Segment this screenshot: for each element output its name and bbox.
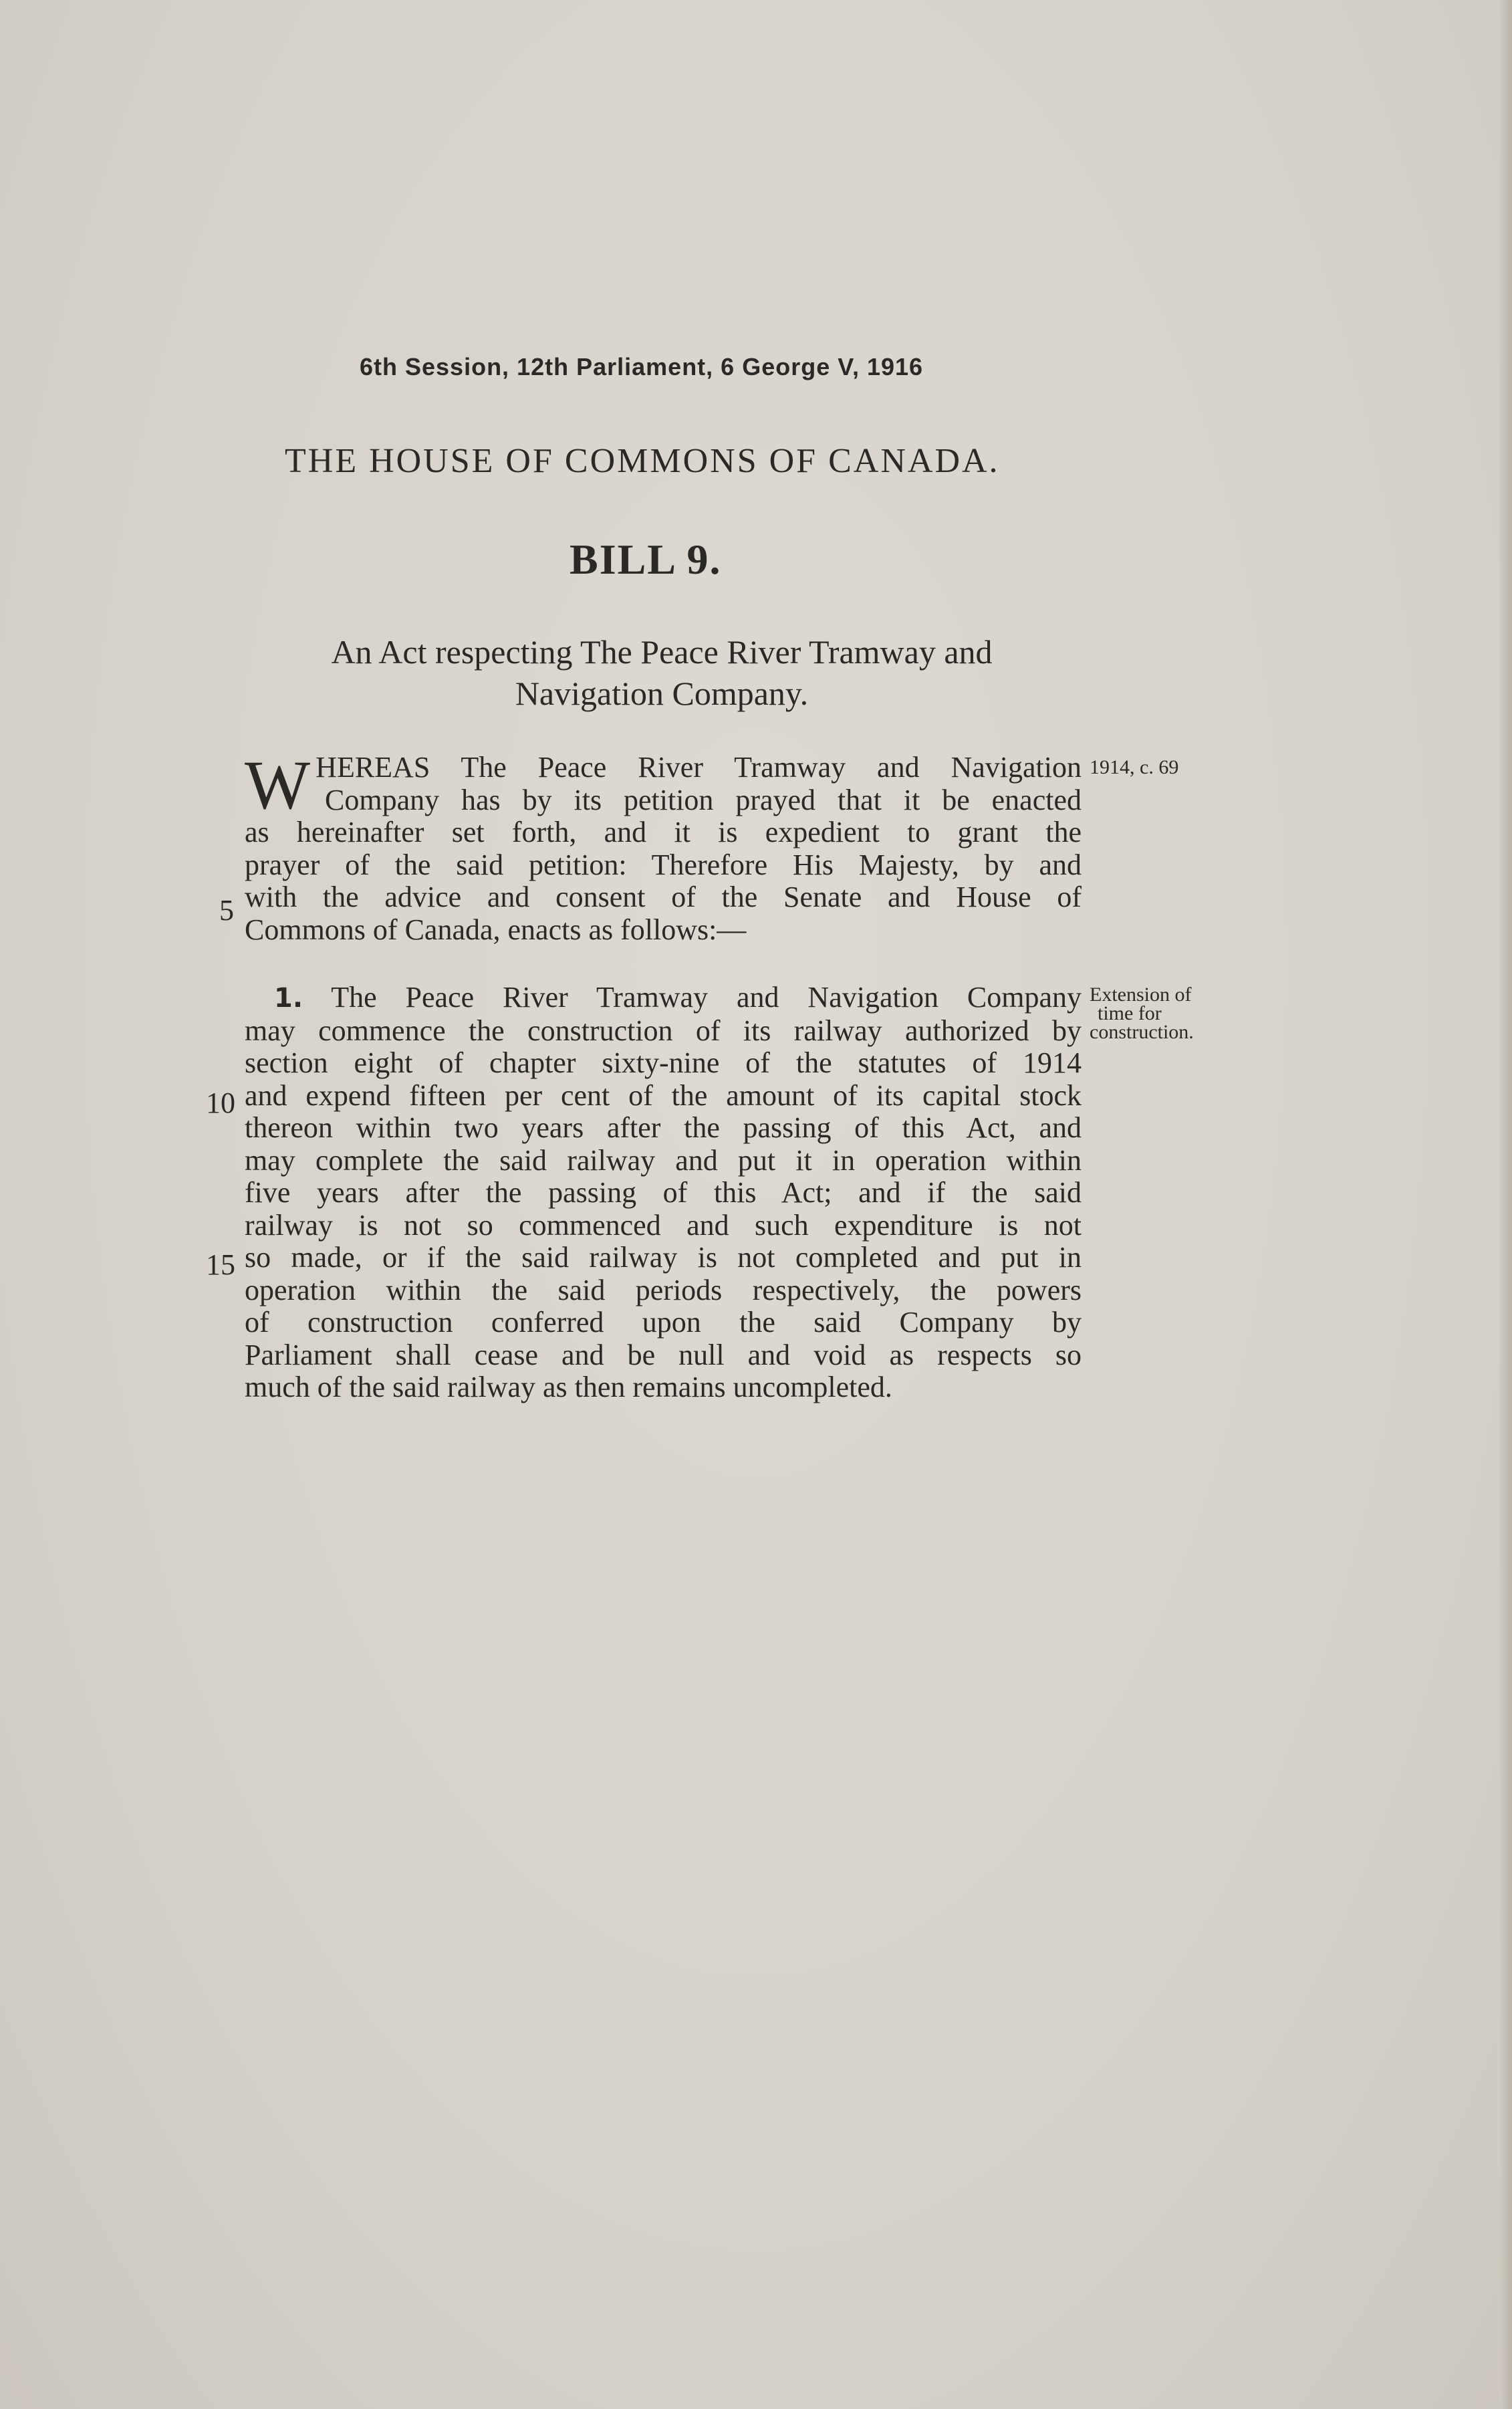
house-heading: THE HOUSE OF COMMONS OF CANADA.	[285, 442, 1000, 480]
section-1-line-12: Parliament shall cease and be null and void as respects so	[245, 1338, 1082, 1371]
preamble-line-4: prayer of the said petition: Therefore His Majesty, by and	[245, 848, 1082, 881]
session-text: 6th Session, 12th Parliament, 6 George V, 1916	[360, 353, 924, 380]
preamble-line-3: as hereinafter set forth, and it is expedient to grant the	[245, 816, 1082, 848]
section-1-line-13: much of the said railway as then remains uncompleted.	[245, 1371, 892, 1403]
act-title-line-2: Navigation Company.	[515, 675, 809, 712]
preamble-line-1: WHEREAS The Peace River Tramway and Navigation	[245, 747, 1082, 824]
section-1-line-7: five years after the passing of this Act; and if the said	[245, 1176, 1082, 1209]
preamble-line-2: Company has by its petition prayed that it be enacted	[325, 783, 1082, 816]
section-number: 1.	[274, 983, 303, 1014]
section-1-line-5: thereon within two years after the passing of this Act, and	[245, 1111, 1082, 1144]
bill-number: BILL 9.	[570, 536, 722, 583]
section-1-line-10: operation within the said periods respectively, the powers	[245, 1273, 1082, 1306]
section-1-line-9: so made, or if the said railway is not completed and put in	[245, 1241, 1082, 1274]
section-1-line-4: and expend fifteen per cent of the amount of its capital stock	[245, 1078, 1082, 1112]
preamble-line-5: with the advice and consent of the Senate and House of	[245, 881, 1082, 913]
line-number-15: 15	[206, 1248, 235, 1281]
drop-cap: W	[245, 747, 311, 824]
margin-note-extension	[1090, 986, 1194, 1042]
section-1-line-11: of construction conferred upon the said Company by	[245, 1306, 1082, 1339]
line-number-10: 10	[206, 1086, 235, 1119]
margin-note-line-2: time for	[1098, 1002, 1162, 1024]
section-1-line-6: may complete the said railway and put it in operation within	[245, 1143, 1082, 1177]
preamble-paragraph	[245, 747, 1082, 946]
section-1-paragraph	[245, 982, 1082, 1404]
margin-note-statute: 1914, c. 69	[1090, 756, 1179, 778]
section-1-line-2: may commence the construction of its railway authorized by	[245, 1014, 1082, 1047]
preamble-line-6: Commons of Canada, enacts as follows:—	[245, 913, 747, 946]
line-number-5: 5	[219, 894, 234, 927]
page-edge	[1500, 0, 1512, 2409]
section-1-line-3: section eight of chapter sixty-nine of the statutes of 1914	[245, 1046, 1082, 1079]
margin-note-line-1: Extension of	[1090, 984, 1192, 1006]
section-1-line-8: railway is not so commenced and such expenditure is not	[245, 1208, 1082, 1242]
section-1-line-1: 1. The Peace River Tramway and Navigation Company	[274, 981, 1082, 1014]
margin-note-line-3: construction.	[1090, 1021, 1194, 1043]
act-title-line-1: An Act respecting The Peace River Tramway and	[331, 633, 993, 671]
act-title	[227, 631, 1096, 714]
